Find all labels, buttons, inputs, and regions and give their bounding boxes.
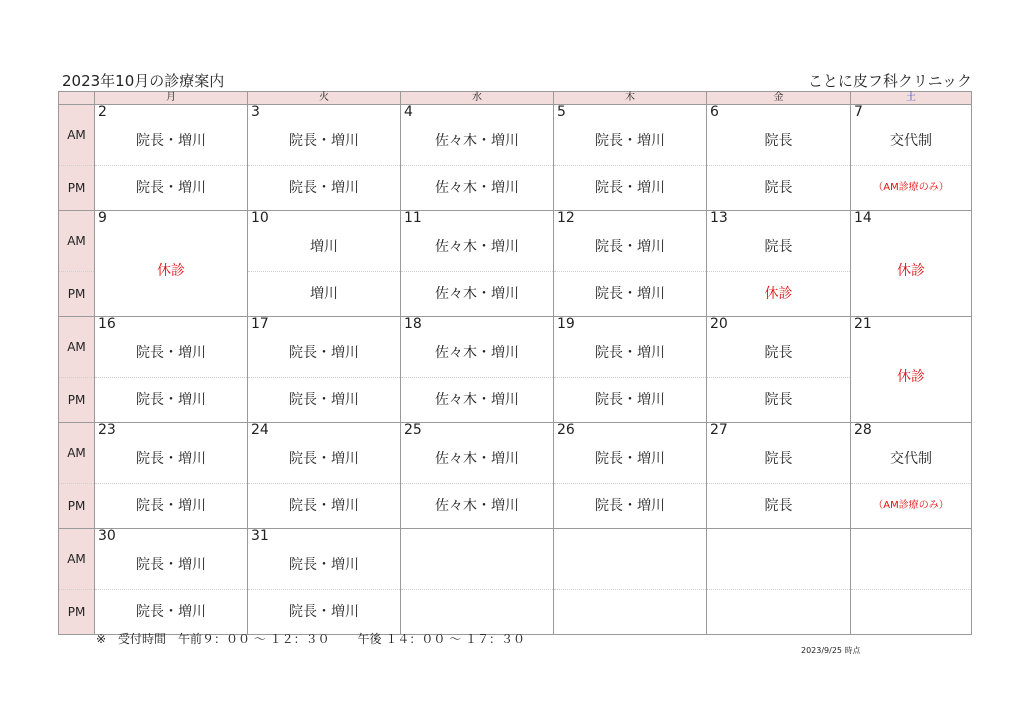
day-cell — [851, 529, 972, 590]
day-cell — [707, 529, 851, 590]
day-number: 12 — [557, 210, 575, 226]
day-cell — [248, 317, 401, 378]
pm-label: PM — [59, 272, 95, 317]
pm-doctor-text: 院長・増川 — [289, 392, 359, 408]
day-cell — [554, 529, 707, 590]
day-cell — [707, 423, 851, 484]
pm-doctor-text: 佐々木・増川 — [435, 180, 519, 196]
day-cell — [707, 211, 851, 272]
clinic-name: ことに皮フ科クリニック — [807, 72, 972, 90]
week-am-row — [59, 211, 972, 272]
weekday-header-row — [59, 92, 972, 105]
am-doctor-text: 院長 — [764, 345, 793, 361]
pm-doctor-text: 増川 — [310, 286, 338, 302]
week-pm-row — [59, 166, 972, 211]
pm-doctor-text: （AM診療のみ） — [873, 500, 949, 511]
day-number: 5 — [557, 104, 566, 120]
am-doctor-text: 増川 — [310, 239, 338, 255]
day-pm-cell — [248, 484, 401, 529]
week-pm-row — [59, 378, 972, 423]
schedule-calendar — [58, 91, 972, 635]
pm-doctor-text: 院長・増川 — [289, 498, 359, 514]
day-pm-cell — [707, 166, 851, 211]
pm-doctor-text: 院長・増川 — [595, 180, 665, 196]
am-doctor-text: 院長・増川 — [136, 345, 206, 361]
am-doctor-text: 院長・増川 — [595, 345, 665, 361]
day-pm-cell — [707, 378, 851, 423]
day-number: 7 — [854, 104, 863, 120]
pm-doctor-text: 佐々木・増川 — [435, 498, 519, 514]
pm-doctor-text: （AM診療のみ） — [873, 182, 949, 193]
am-doctor-text: 佐々木・増川 — [435, 451, 519, 467]
day-number: 4 — [404, 104, 413, 120]
as-of-date: 2023/9/25 時点 — [801, 646, 861, 655]
day-number: 17 — [251, 316, 269, 332]
am-label: AM — [59, 423, 95, 484]
day-cell — [707, 317, 851, 378]
day-number: 16 — [98, 316, 116, 332]
weekday-sat: 土 — [851, 92, 972, 105]
am-doctor-text: 院長・増川 — [136, 557, 206, 573]
day-pm-cell — [554, 166, 707, 211]
day-number: 31 — [251, 528, 269, 544]
am-doctor-text: 院長・増川 — [136, 451, 206, 467]
pm-label: PM — [59, 166, 95, 211]
day-pm-cell — [851, 484, 972, 529]
day-cell — [554, 317, 707, 378]
day-cell — [707, 105, 851, 166]
week-am-row — [59, 105, 972, 166]
day-cell — [401, 105, 554, 166]
day-number: 9 — [98, 210, 107, 226]
am-doctor-text: 院長 — [764, 133, 793, 149]
day-pm-cell — [401, 272, 554, 317]
day-cell — [248, 529, 401, 590]
day-pm-cell — [95, 484, 248, 529]
am-label: AM — [59, 317, 95, 378]
day-number: 27 — [710, 422, 728, 438]
am-doctor-text: 院長・増川 — [136, 133, 206, 149]
day-cell — [554, 211, 707, 272]
week-am-row — [59, 423, 972, 484]
pm-doctor-text: 院長 — [764, 392, 793, 408]
day-pm-cell — [248, 166, 401, 211]
day-cell — [95, 529, 248, 590]
day-number: 21 — [854, 316, 872, 332]
day-number: 10 — [251, 210, 269, 226]
day-pm-cell — [401, 378, 554, 423]
am-doctor-text: 交代制 — [890, 133, 932, 149]
day-number: 13 — [710, 210, 728, 226]
weekday-thu: 木 — [554, 92, 707, 105]
am-label: AM — [59, 211, 95, 272]
pm-label: PM — [59, 484, 95, 529]
am-doctor-text: 院長 — [764, 451, 793, 467]
day-pm-cell — [401, 484, 554, 529]
day-pm-cell — [401, 590, 554, 635]
day-number: 18 — [404, 316, 422, 332]
weekday-tue: 火 — [248, 92, 401, 105]
closed-day-text: 休診 — [157, 263, 185, 279]
day-cell — [851, 317, 972, 423]
day-number: 20 — [710, 316, 728, 332]
day-cell — [95, 317, 248, 378]
day-number: 6 — [710, 104, 719, 120]
page-title: 2023年10月の診療案内 — [62, 72, 225, 90]
weekday-wed: 水 — [401, 92, 554, 105]
day-cell — [401, 317, 554, 378]
day-pm-cell — [707, 484, 851, 529]
am-doctor-text: 佐々木・増川 — [435, 345, 519, 361]
day-cell — [851, 105, 972, 166]
day-cell — [248, 423, 401, 484]
am-doctor-text: 院長 — [764, 239, 793, 255]
day-number: 3 — [251, 104, 260, 120]
day-cell — [248, 211, 401, 272]
am-label: AM — [59, 529, 95, 590]
day-number: 14 — [854, 210, 872, 226]
day-number: 26 — [557, 422, 575, 438]
day-pm-cell — [554, 378, 707, 423]
am-doctor-text: 交代制 — [890, 451, 932, 467]
pm-doctor-text: 院長・増川 — [289, 180, 359, 196]
pm-label: PM — [59, 590, 95, 635]
day-pm-cell — [554, 590, 707, 635]
day-pm-cell — [851, 166, 972, 211]
pm-label: PM — [59, 378, 95, 423]
day-pm-cell — [554, 272, 707, 317]
day-cell — [401, 529, 554, 590]
am-doctor-text: 院長・増川 — [289, 133, 359, 149]
day-pm-cell — [95, 378, 248, 423]
day-pm-cell — [707, 590, 851, 635]
week-pm-row — [59, 484, 972, 529]
closed-day-text: 休診 — [897, 369, 925, 385]
day-number: 28 — [854, 422, 872, 438]
day-cell — [95, 211, 248, 317]
am-doctor-text: 院長・増川 — [595, 239, 665, 255]
pm-doctor-text: 院長 — [764, 180, 793, 196]
am-doctor-text: 院長・増川 — [289, 451, 359, 467]
pm-doctor-text: 院長・増川 — [595, 498, 665, 514]
pm-doctor-text: 院長・増川 — [136, 180, 206, 196]
week-am-row — [59, 529, 972, 590]
day-pm-cell — [248, 272, 401, 317]
day-number: 19 — [557, 316, 575, 332]
pm-doctor-text: 院長・増川 — [136, 392, 206, 408]
pm-doctor-text: 佐々木・増川 — [435, 392, 519, 408]
calendar-body — [59, 105, 972, 635]
weekday-mon: 月 — [95, 92, 248, 105]
day-cell — [95, 105, 248, 166]
corner-cell — [59, 92, 95, 105]
day-number: 30 — [98, 528, 116, 544]
am-doctor-text: 院長・増川 — [595, 451, 665, 467]
week-am-row — [59, 317, 972, 378]
day-number: 25 — [404, 422, 422, 438]
pm-doctor-text: 院長 — [764, 498, 793, 514]
closed-day-text: 休診 — [897, 263, 925, 279]
day-pm-cell — [707, 272, 851, 317]
day-cell — [554, 423, 707, 484]
day-cell — [401, 423, 554, 484]
am-doctor-text: 佐々木・増川 — [435, 133, 519, 149]
am-doctor-text: 院長・増川 — [289, 557, 359, 573]
weekday-fri: 金 — [707, 92, 851, 105]
week-pm-row — [59, 590, 972, 635]
day-number: 2 — [98, 104, 107, 120]
pm-doctor-text: 院長・増川 — [136, 498, 206, 514]
day-number: 11 — [404, 210, 422, 226]
day-pm-cell — [554, 484, 707, 529]
day-pm-cell — [95, 166, 248, 211]
day-cell — [95, 423, 248, 484]
day-number: 23 — [98, 422, 116, 438]
day-cell — [554, 105, 707, 166]
pm-doctor-text: 院長・増川 — [595, 286, 665, 302]
day-pm-cell — [401, 166, 554, 211]
pm-doctor-text: 院長・増川 — [289, 604, 359, 620]
day-cell — [248, 105, 401, 166]
am-label: AM — [59, 105, 95, 166]
am-doctor-text: 佐々木・増川 — [435, 239, 519, 255]
pm-doctor-text: 院長・増川 — [136, 604, 206, 620]
day-cell — [851, 211, 972, 317]
reception-hours: ※ 受付時間 午前９：００ ～ １２：３０ 午後 １４：００ ～ １７：３０ — [96, 632, 525, 646]
day-number: 24 — [251, 422, 269, 438]
day-cell — [851, 423, 972, 484]
day-cell — [401, 211, 554, 272]
pm-doctor-text: 佐々木・増川 — [435, 286, 519, 302]
day-pm-cell — [248, 378, 401, 423]
pm-doctor-text: 休診 — [764, 286, 793, 302]
pm-doctor-text: 院長・増川 — [595, 392, 665, 408]
day-pm-cell — [248, 590, 401, 635]
am-doctor-text: 院長・増川 — [595, 133, 665, 149]
am-doctor-text: 院長・増川 — [289, 345, 359, 361]
day-pm-cell — [851, 590, 972, 635]
day-pm-cell — [95, 590, 248, 635]
